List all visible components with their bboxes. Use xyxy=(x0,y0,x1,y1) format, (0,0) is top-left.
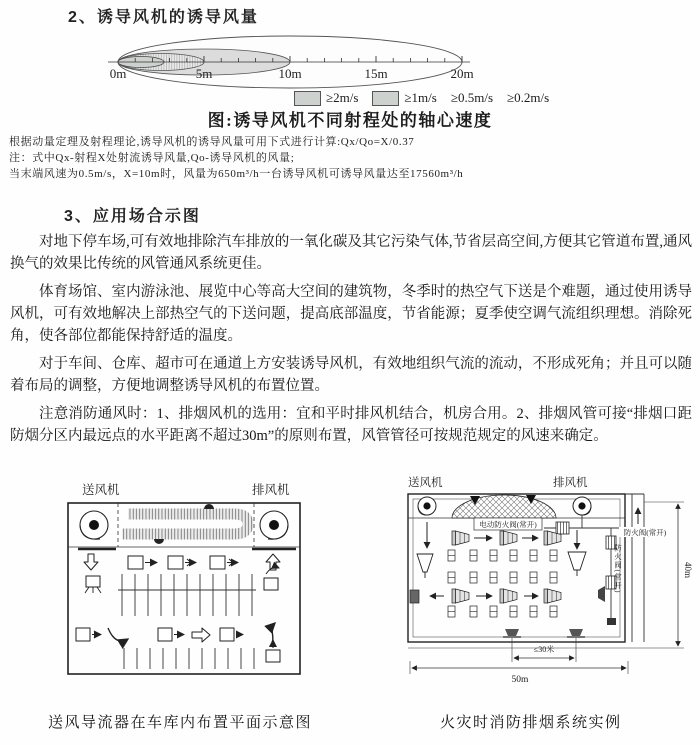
dimension-40m xyxy=(644,502,684,646)
supply-fan-label: 送风机 xyxy=(82,483,120,497)
curved-flow-arrow xyxy=(108,628,128,641)
right-diagram-caption: 火灾时消防排烟系统实例 xyxy=(440,715,622,731)
supply-fan-icon xyxy=(78,511,116,549)
legend-item xyxy=(451,90,493,106)
note-line: 根据动量定理及射程理论,诱导风机的诱导风量可用下式进行计算:Qx/Qo=X/0.37 xyxy=(9,136,415,148)
exhaust-funnel-icon xyxy=(568,552,586,576)
ramp-crosshatch xyxy=(452,495,556,518)
car-row2 xyxy=(448,572,557,583)
motor-fire-damper-icon xyxy=(556,522,569,534)
exhaust-fan-label: 排风机 xyxy=(252,483,290,497)
serpentine-duct xyxy=(122,514,248,534)
car-row3 xyxy=(448,606,557,617)
legend-swatch-2ms xyxy=(294,91,321,106)
paragraph: 注意消防通风时：1、排烟风机的选用：宜和平时排风机结合，机房合用。2、排烟风管可接“排烟口距防烟分区内最远点的水平距离不超过30m”的原则布置，风管管径可按规范规定的风速来确定。 xyxy=(10,406,692,444)
velocity-legend xyxy=(294,90,549,106)
garage-layout-diagram xyxy=(58,476,310,688)
note-line: 当末端风速为0.5m/s，X=10m时，风量为650m³/h一台诱导风机可诱导风量达至17560m³/h xyxy=(9,168,464,180)
jet-reach-diagram xyxy=(95,33,485,95)
smoke-outlet-icon xyxy=(598,586,605,602)
tick-label-10m: 10m xyxy=(278,66,302,81)
formula-notes xyxy=(9,134,697,182)
legend-label: ≥1m/s xyxy=(404,90,437,105)
induced-fan-row2 xyxy=(430,589,561,603)
exhaust-fan-label: 排风机 xyxy=(553,477,588,489)
fire-damper-side-label: 防火阀(常开) xyxy=(613,544,623,594)
supply-nozzle-icon xyxy=(417,554,433,578)
dim-height-label: 40m xyxy=(683,562,693,579)
dim-width-label: 50m xyxy=(511,675,529,685)
body-text xyxy=(10,231,692,453)
motor-fire-damper-label: 电动防火阀(常开) xyxy=(479,520,537,529)
smoke-exhaust-diagram xyxy=(400,472,700,687)
car-row1 xyxy=(448,550,557,561)
section2-heading: 2、诱导风机的诱导风量 xyxy=(68,9,259,26)
legend-item xyxy=(507,90,549,106)
figure-caption: 图:诱导风机不同射程处的轴心速度 xyxy=(207,111,493,130)
exhaust-fan-icon xyxy=(573,497,591,528)
tick-label-5m: 5m xyxy=(195,66,213,81)
section3-heading: 3、应用场合示图 xyxy=(64,208,201,225)
paragraph: 体育场馆、室内游泳池、展览中心等高大空间的建筑物，冬季时的热空气下送是个难题，通过使用诱导风机，可有效地解决上部热空气的下送问题，提高底部温度，节省能源；夏季使空调气流组织理想。消除死角，使各部位都能保持舒适的温度。 xyxy=(10,284,692,344)
left-diagram-caption: 送风导流器在车库内布置平面示意图 xyxy=(48,715,313,731)
legend-item xyxy=(294,90,358,106)
floor-vent-icon xyxy=(567,629,585,637)
tick-label-20m: 20m xyxy=(450,66,474,81)
induced-fan-row2 xyxy=(76,623,275,646)
right-flow-arrow xyxy=(192,628,210,642)
down-flow-arrow xyxy=(84,554,98,570)
legend-label: ≥0.5m/s xyxy=(450,90,494,105)
exhaust-fan-icon xyxy=(252,511,296,549)
parking-stalls-lower xyxy=(124,648,254,669)
legend-item xyxy=(372,90,436,106)
supply-fan-label: 送风机 xyxy=(408,477,443,489)
dim-spacing-label: ≤30米 xyxy=(533,645,555,654)
parking-stalls-upper xyxy=(118,574,256,616)
induced-fan-row xyxy=(128,556,238,569)
legend-label: ≥2m/s xyxy=(326,90,359,105)
floor-vent-icon xyxy=(503,629,521,637)
unit-heater-icon xyxy=(85,576,101,593)
legend-swatch-1ms xyxy=(372,91,399,106)
paragraph: 对地下停车场,可有效地排除汽车排放的一氧化碳及其它污染气体,节省层高空间,方便其它管道布置,通风换气的效果比传统的风管通风系统更佳。 xyxy=(10,234,692,272)
note-line: 注：式中Qx-射程X处射流诱导风量,Qo-诱导风机的风量; xyxy=(9,152,295,164)
tick-label-15m: 15m xyxy=(364,66,388,81)
paragraph: 对于车间、仓库、超市可在通道上方安装诱导风机，有效地组织气流的流动，不形成死角；并且可以随着布局的调整，方便地调整诱导风机的布置位置。 xyxy=(10,356,692,394)
tick-label-0m: 0m xyxy=(109,66,127,81)
legend-label: ≥0.2m/s xyxy=(507,90,550,105)
induced-fan-row1 xyxy=(452,531,561,545)
fire-damper-top-label: 防火阀(常开) xyxy=(623,528,667,537)
dimension-50m xyxy=(410,661,628,685)
supply-fan-icon xyxy=(418,497,436,515)
